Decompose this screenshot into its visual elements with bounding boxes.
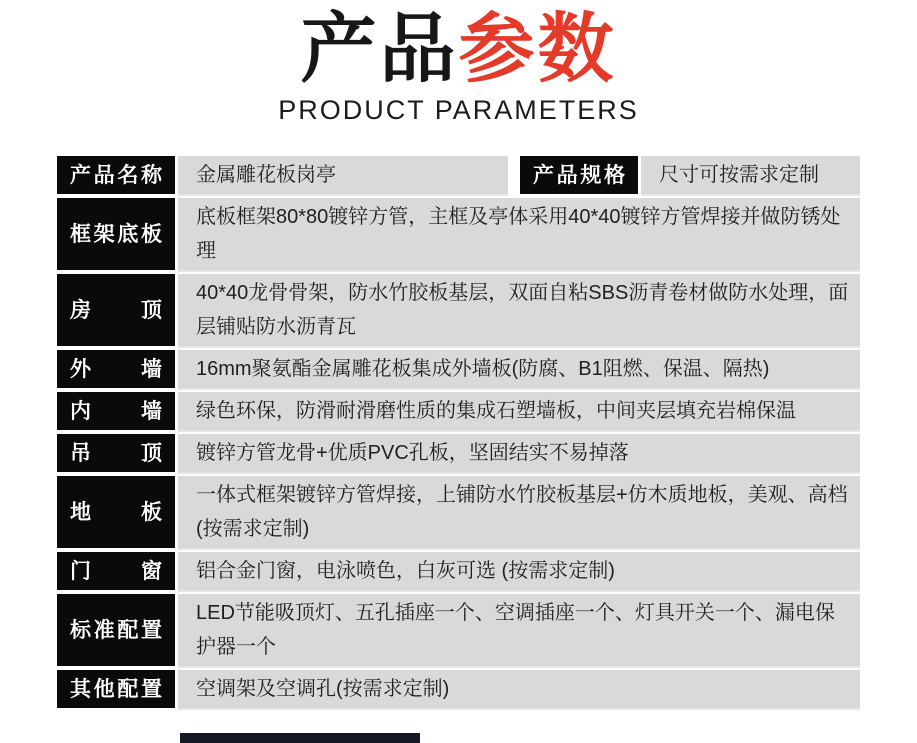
title-black-part: 产品 [300, 7, 459, 92]
page-subtitle: PRODUCT PARAMETERS [278, 95, 639, 126]
table-row [57, 594, 860, 666]
table-row-product-name [57, 156, 860, 194]
row-value: LED节能吸顶灯、五孔插座一个、空调插座一个、灯具开关一个、漏电保护器一个 [178, 594, 860, 666]
row-value: 一体式框架镀锌方管焊接，上铺防水竹胶板基层+仿木质地板，美观、高档(按需求定制) [178, 476, 860, 548]
label-product-spec: 产品规格 [520, 156, 638, 194]
table-row [57, 274, 860, 346]
spec-rows [57, 198, 860, 708]
table-row [57, 476, 860, 548]
pair-gap [511, 156, 517, 194]
row-label: 标准配置 [57, 594, 175, 666]
value-product-name: 金属雕花板岗亭 [178, 156, 508, 194]
row-label: 门窗 [57, 552, 175, 590]
row-label: 地板 [57, 476, 175, 548]
label-product-name: 产品名称 [57, 156, 175, 194]
row-label: 外墙 [57, 350, 175, 388]
row-label: 框架底板 [57, 198, 175, 270]
next-section-partial [180, 733, 420, 743]
row-value: 底板框架80*80镀锌方管，主框及亭体采用40*40镀锌方管焊接并做防锈处理 [178, 198, 860, 270]
row-value: 镀锌方管龙骨+优质PVC孔板，坚固结实不易掉落 [178, 434, 860, 472]
row-value: 40*40龙骨骨架，防水竹胶板基层，双面自粘SBS沥青卷材做防水处理，面层铺贴防水沥青瓦 [178, 274, 860, 346]
page-title [0, 6, 917, 93]
title-red-part: 参数 [458, 7, 617, 92]
row-value: 空调架及空调孔(按需求定制) [178, 670, 860, 708]
table-row [57, 670, 860, 708]
table-row [57, 350, 860, 388]
page-header [0, 0, 917, 126]
value-product-spec: 尺寸可按需求定制 [641, 156, 860, 194]
row-label: 内墙 [57, 392, 175, 430]
row-value: 铝合金门窗，电泳喷色，白灰可选 (按需求定制) [178, 552, 860, 590]
spec-table [57, 156, 860, 708]
table-row [57, 434, 860, 472]
row-label: 其他配置 [57, 670, 175, 708]
table-row [57, 552, 860, 590]
table-row [57, 198, 860, 270]
row-value: 16mm聚氨酯金属雕花板集成外墙板(防腐、B1阻燃、保温、隔热) [178, 350, 860, 388]
table-row [57, 392, 860, 430]
row-label: 房顶 [57, 274, 175, 346]
row-label: 吊顶 [57, 434, 175, 472]
row-value: 绿色环保，防滑耐滑磨性质的集成石塑墙板，中间夹层填充岩棉保温 [178, 392, 860, 430]
